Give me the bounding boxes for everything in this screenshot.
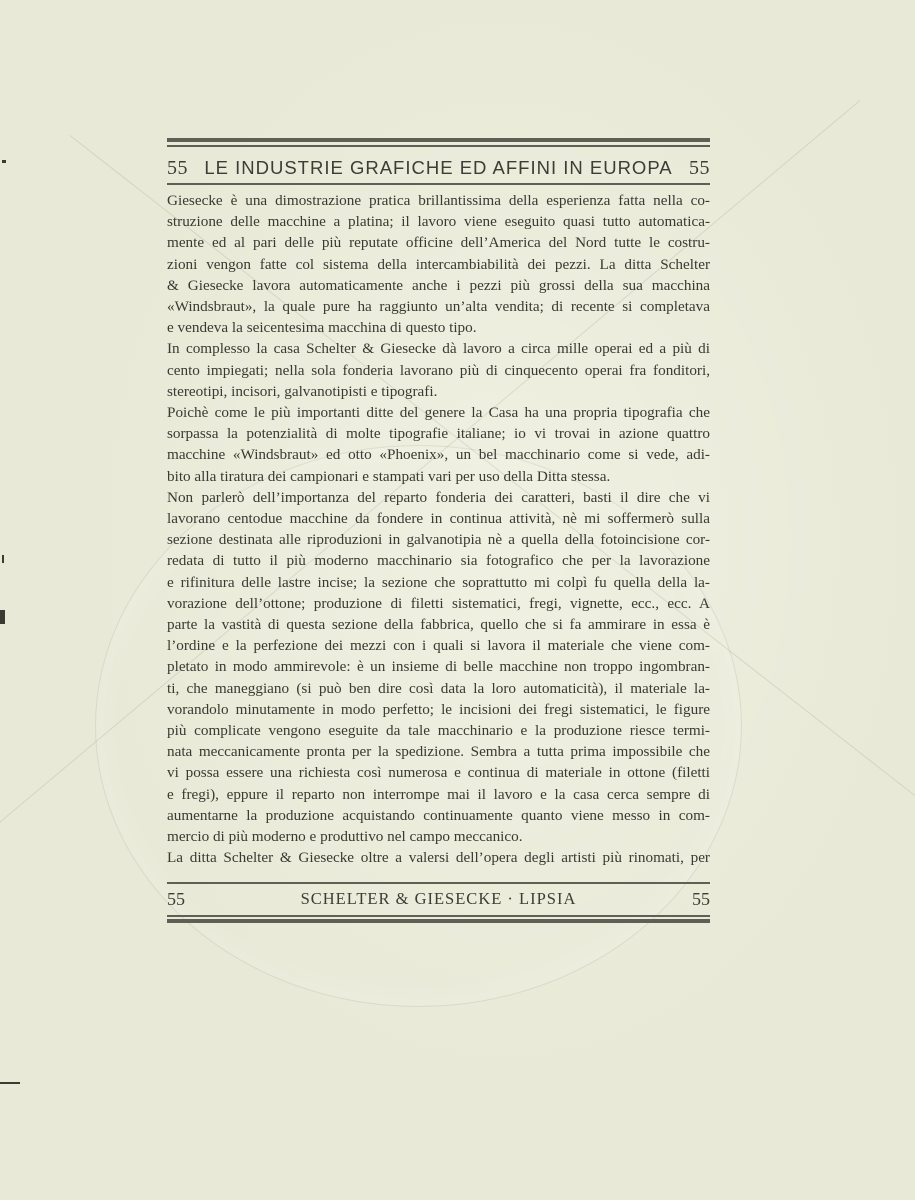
footer-page-number-right: 55: [691, 888, 710, 909]
page-number-left: 55: [167, 156, 188, 179]
body-text: [167, 190, 710, 869]
margin-speck: [2, 160, 6, 163]
text-line: pletato in modo ammirevole: è un insieme di belle macchine non troppo ingombran-: [167, 658, 710, 676]
footer-rule-top: [167, 882, 710, 884]
text-line: lavorano centodue macchine da fondere in continua attività, nè mi soffermerò sulla: [167, 510, 710, 528]
running-header: [167, 153, 710, 183]
text-line: e fregi), eppure il reparto non interrompe mai il lavoro e la casa cerca sempre di: [167, 785, 710, 803]
text-line: l’ordine e la perfezione dei mezzi con i quali si lavora il materiale che viene com-: [167, 637, 710, 655]
margin-speck: [0, 1082, 20, 1084]
text-line: aumentarne la produzione acquistando continuamente quanto viene messo in com-: [167, 806, 710, 824]
text-line: sorpassa la potenzialità di molte tipografie italiane; io vi trovai in azione quattro: [167, 425, 710, 443]
text-line: cento impiegati; nella sola fonderia lavorano più di cinquecento operai fra fonditori,: [167, 361, 710, 379]
text-line: In complesso la casa Schelter & Giesecke dà lavoro a circa mille operai ed a più di: [167, 340, 710, 358]
footer-page-number-left: 55: [167, 888, 185, 909]
text-line: La ditta Schelter & Giesecke oltre a valersi dell’opera degli artisti più rinomati, per: [167, 849, 710, 867]
running-footer: [167, 886, 710, 912]
page-number-right: 55: [689, 156, 710, 179]
text-line: mercio di più moderno e produttivo nel campo meccanico.: [167, 828, 523, 846]
text-line: «Windsbraut», la quale pure ha raggiunto un’alta vendita; di recente si completava: [167, 298, 710, 316]
footer-rule-bottom: [167, 915, 710, 917]
running-title: LE INDUSTRIE GRAFICHE ED AFFINI IN EUROPA: [204, 157, 673, 178]
footer-title: SCHELTER & GIESECKE · LIPSIA: [300, 889, 577, 908]
text-line: e vendeva la seicentesima macchina di questo tipo.: [167, 319, 477, 337]
header-rule-bottom: [167, 183, 710, 185]
text-line: struzione delle macchine a platina; il lavoro viene eseguito quasi tutto automatica-: [167, 213, 710, 231]
header-rule-top-thin: [167, 145, 710, 147]
text-line: redata di tutto il più moderno macchinario sia fotografico che per la lavorazione: [167, 552, 710, 570]
text-line: Giesecke è una dimostrazione pratica brillantissima della esperienza fatta nella co-: [167, 192, 710, 209]
text-line: nata meccanicamente pronta per la spedizione. Sembra a tutta prima impossibile che: [167, 743, 710, 761]
margin-speck: [0, 610, 5, 624]
text-line: mente ed al pari delle più reputate officine dell’America del Nord tutte le costru-: [167, 234, 710, 252]
footer-rule-bottom-thick: [167, 919, 710, 923]
text-line: Poichè come le più importanti ditte del genere la Casa ha una propria tipografia che: [167, 404, 710, 422]
text-line: zioni vengon fatte col sistema della intercambiabilità dei pezzi. La ditta Schelter: [167, 255, 710, 273]
text-line: più complicate vengono eseguite da tale macchinario e la produzione riesce termi-: [167, 722, 710, 740]
text-line: vorazione dell’ottone; produzione di filetti sistematici, fregi, vignette, ecc., ecc. A: [167, 594, 710, 612]
text-line: sezione destinata alle riproduzioni in galvanotipia nè a quella della fotoincisione cor-: [167, 531, 710, 549]
text-line: macchine «Windsbraut» ed otto «Phoenix», un bel macchinario come si vede, adi-: [167, 446, 710, 464]
text-line: vi possa essere una richiesta così numerosa e continua di materiale in ottone (filetti: [167, 764, 710, 782]
text-line: ti, che maneggiano (si può ben dire così data la loro automaticità), il materiale la-: [167, 679, 710, 697]
text-line: & Giesecke lavora automaticamente anche i pezzi più grossi della sua macchina: [167, 276, 710, 294]
text-line: vorandolo minutamente in modo perfetto; le incisioni dei fregi sistematici, le figure: [167, 700, 710, 718]
text-line: parte la vastità di questa sezione della fabbrica, quello che si fa ammirare in essa è: [167, 616, 710, 634]
header-rule-top: [167, 138, 710, 142]
margin-speck: [2, 555, 4, 563]
text-line: bito alla tiratura dei campionari e stampati vari per uso della Ditta stessa.: [167, 467, 611, 485]
text-line: stereotipi, incisori, galvanotipisti e tipografi.: [167, 382, 438, 400]
text-line: e rifinitura delle lastre incise; la sezione che soprattutto mi colpì fu quella della la-: [167, 573, 710, 591]
text-line: Non parlerò dell’importanza del reparto fonderia dei caratteri, basti il dire che vi: [167, 488, 710, 506]
